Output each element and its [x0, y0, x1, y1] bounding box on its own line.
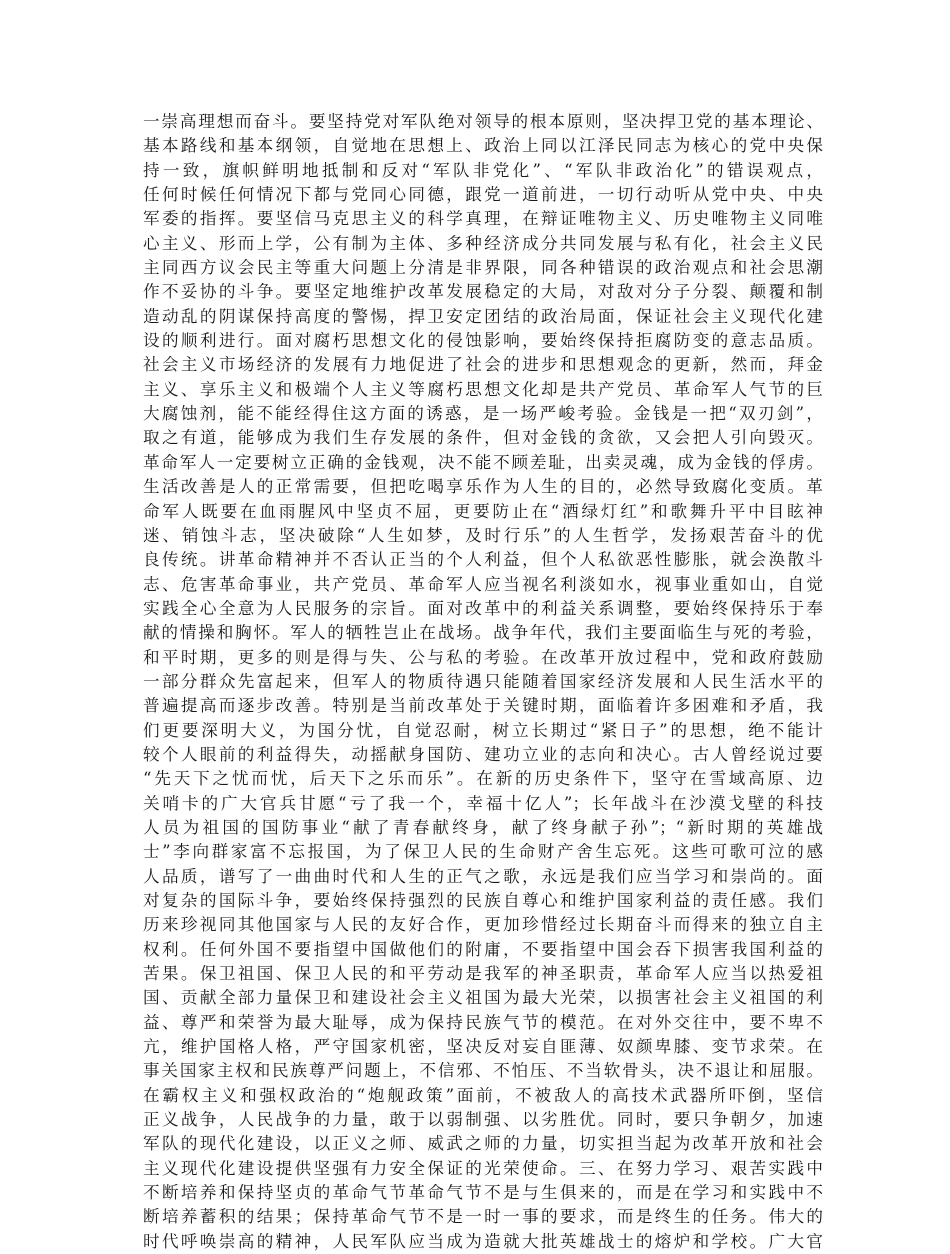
- text-line: 一崇高理想而奋斗。要坚持党对军队绝对领导的根本原则，坚决捍卫党的基本理论、: [143, 112, 823, 131]
- text-line: 断培养蓄积的结果；保持革命气节不是一时一事的要求，而是终生的任务。伟大的: [143, 1207, 823, 1227]
- text-line: 造动乱的阴谋保持高度的警惕，捍卫安定团结的政治局面，保证社会主义现代化建: [143, 306, 823, 326]
- text-line: 设的顺利进行。面对腐朽思想文化的侵蚀影响，要始终保持拒腐防变的意志品质。: [143, 331, 823, 351]
- text-line: 主同西方议会民主等重大问题上分清是非界限，同各种错误的政治观点和社会思潮: [143, 258, 823, 278]
- text-line: 士”李向群家富不忘报国，为了保卫人民的生命财产舍生忘死。这些可歌可泣的感: [143, 842, 823, 862]
- text-line: 正义战争，人民战争的力量，敢于以弱制强、以劣胜优。同时，要只争朝夕，加速: [143, 1110, 823, 1130]
- text-line: 亢，维护国格人格，严守国家机密，坚决反对妄自匪薄、奴颜卑膝、变节求荣。在: [143, 1037, 823, 1057]
- text-line: 心主义、形而上学，公有制为主体、多种经济成分共同发展与私有化，社会主义民: [143, 233, 823, 253]
- text-line: 任何时候任何情况下都与党同心同德，跟党一道前进，一切行动听从党中央、中央: [143, 185, 823, 205]
- text-line: 不断培养和保持坚贞的革命气节革命气节不是与生俱来的，而是在学习和实践中不: [143, 1183, 823, 1203]
- text-line: 苦果。保卫祖国、保卫人民的和平劳动是我军的神圣职责，革命军人应当以热爱祖: [143, 964, 823, 984]
- text-line: 和平时期，更多的则是得与失、公与私的考验。在改革开放过程中，党和政府鼓励: [143, 647, 823, 667]
- text-line: 历来珍视同其他国家与人民的友好合作，更加珍惜经过长期奋斗而得来的独立自主: [143, 915, 823, 935]
- text-line: 取之有道，能够成为我们生存发展的条件，但对金钱的贪欲，又会把人引向毁灭。: [143, 428, 823, 448]
- text-line: 主义现代化建设提供坚强有力安全保证的光荣使命。三、在努力学习、艰苦实践中: [143, 1158, 823, 1178]
- text-line: 持一致，旗帜鲜明地抵制和反对“军队非党化”、“军队非政治化”的错误观点，: [143, 160, 823, 180]
- text-line: 实践全心全意为人民服务的宗旨。面对改革中的利益关系调整，要始终保持乐于奉: [143, 598, 823, 618]
- text-line: 良传统。讲革命精神并不否认正当的个人利益，但个人私欲恶性膨胀，就会涣散斗: [143, 550, 823, 570]
- text-line: 益、尊严和荣誉为最大耻辱，成为保持民族气节的模范。在对外交往中，要不卑不: [143, 1012, 823, 1032]
- text-line: 们更要深明大义，为国分忧，自觉忍耐，树立长期过“紧日子”的思想，绝不能计: [143, 720, 823, 740]
- text-line: 大腐蚀剂，能不能经得住这方面的诱惑，是一场严峻考验。金钱是一把“双刃剑”，: [143, 404, 823, 424]
- body-text: [143, 110, 823, 1254]
- text-line: 较个人眼前的利益得失，动摇献身国防、建功立业的志向和决心。古人曾经说过要: [143, 744, 823, 764]
- text-line: 作不妥协的斗争。要坚定地维护改革发展稳定的大局，对敌对分子分裂、颠覆和制: [143, 282, 823, 302]
- text-line: 基本路线和基本纲领，自觉地在思想上、政治上同以江泽民同志为核心的党中央保: [143, 136, 823, 156]
- text-line: 事关国家主权和民族尊严问题上，不信邪、不怕压、不当软骨头，决不退让和屈服。: [143, 1061, 823, 1081]
- text-line: 在霸权主义和强权政治的“炮舰政策”面前，不被敌人的高技术武器所吓倒，坚信: [143, 1085, 823, 1105]
- text-line: 一部分群众先富起来，但军人的物质待遇只能随着国家经济发展和人民生活水平的: [143, 671, 823, 691]
- text-line: 权利。任何外国不要指望中国做他们的附庸，不要指望中国会吞下损害我国利益的: [143, 939, 823, 959]
- text-line: 时代呼唤崇高的精神，人民军队应当成为造就大批英雄战士的熔炉和学校。广大官: [143, 1231, 823, 1251]
- text-line: 志、危害革命事业，共产党员、革命军人应当视名利淡如水，视事业重如山，自觉: [143, 574, 823, 594]
- text-line: 献的情操和胸怀。军人的牺牲岂止在战场。战争年代，我们主要面临生与死的考验，: [143, 623, 823, 643]
- text-line: “先天下之忧而忧，后天下之乐而乐”。在新的历史条件下，坚守在雪域高原、边: [143, 769, 823, 789]
- text-line: 命军人既要在血雨腥风中坚贞不屈，更要防止在“酒绿灯红”和歌舞升平中目眩神: [143, 501, 823, 521]
- text-line: 迷、销蚀斗志，坚决破除“人生如梦，及时行乐”的人生哲学，发扬艰苦奋斗的优: [143, 525, 823, 545]
- text-line: 生活改善是人的正常需要，但把吃喝享乐作为人生的目的，必然导致腐化变质。革: [143, 477, 823, 497]
- text-line: 普遍提高而逐步改善。特别是当前改革处于关键时期，面临着许多困难和矛盾，我: [143, 696, 823, 716]
- text-line: 人品质，谱写了一曲曲时代和人生的正气之歌，永远是我们应当学习和崇尚的。面: [143, 866, 823, 886]
- text-line: 军委的指挥。要坚信马克思主义的科学真理，在辩证唯物主义、历史唯物主义同唯: [143, 209, 823, 229]
- text-line: 主义、享乐主义和极端个人主义等腐朽思想文化却是共产党员、革命军人气节的巨: [143, 379, 823, 399]
- text-line: 社会主义市场经济的发展有力地促进了社会的进步和思想观念的更新，然而，拜金: [143, 355, 823, 375]
- text-line: 对复杂的国际斗争，要始终保持强烈的民族自尊心和维护国家利益的责任感。我们: [143, 891, 823, 910]
- text-line: 人员为祖国的国防事业“献了青春献终身，献了终身献子孙”；“新时期的英雄战: [143, 817, 823, 837]
- text-line: 革命军人一定要树立正确的金钱观，决不能不顾差耻，出卖灵魂，成为金钱的俘虏。: [143, 452, 823, 472]
- text-line: 关哨卡的广大官兵甘愿“亏了我一个，幸福十亿人”；长年战斗在沙漠戈壁的科技: [143, 793, 823, 813]
- text-line: 国、贡献全部力量保卫和建设社会主义祖国为最大光荣，以损害社会主义祖国的利: [143, 988, 823, 1008]
- text-line: 军队的现代化建设，以正义之师、威武之师的力量，切实担当起为改革开放和社会: [143, 1134, 823, 1154]
